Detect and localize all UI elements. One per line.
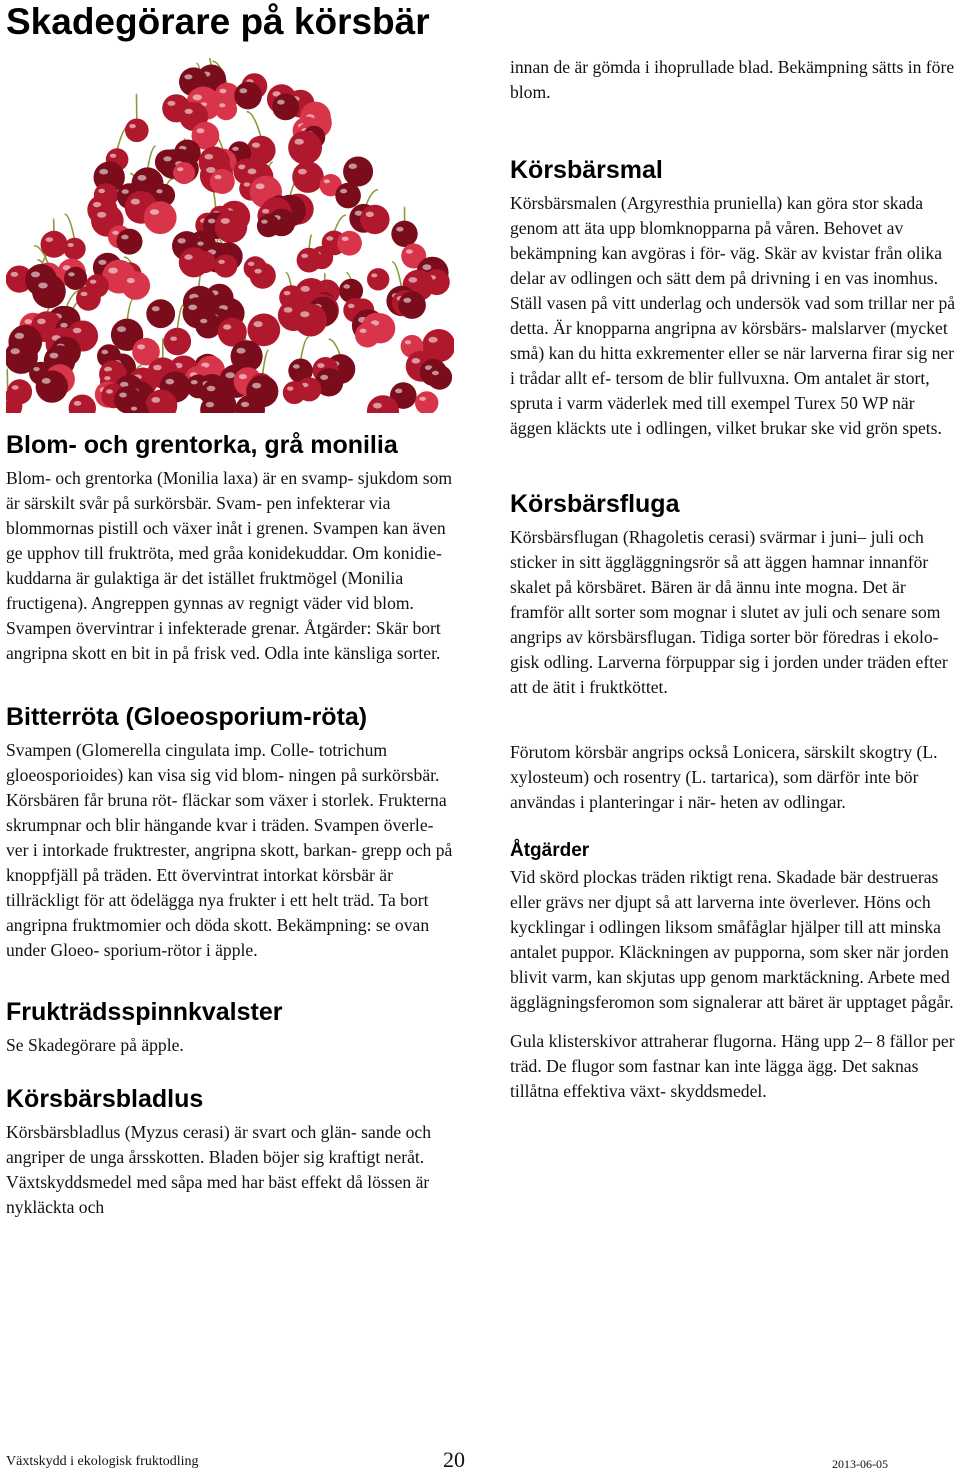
cherry-highlight [284, 291, 291, 295]
text-korsbarsfluga: Körsbärsflugan (Rhagoletis cerasi) svärmar i juni– juli och sticker in sitt äggläggningsrör så att äggen hamnar innanför skalet på körsbäret. Bären är då ännu inte mogna. Det är framför allt sorter som mognar i slutet av juli och senare som angrips av körsbärsflugan. Tidiga sorter bör föredras i ekolo- gisk odling. Larverna förpuppar sig i jorden under träden efter att de ätit i fruktköttet. [510, 527, 948, 697]
cherry [297, 248, 322, 273]
cherry-highlight [184, 254, 192, 259]
cherry-highlight [340, 189, 347, 194]
cherry-highlight [320, 375, 328, 380]
cherry [64, 267, 87, 290]
cherry [367, 268, 389, 290]
cherry-highlight [252, 383, 261, 389]
cherry-highlight [11, 272, 19, 277]
cherry-highlight [191, 380, 198, 384]
cherry-highlight [405, 340, 411, 344]
cherry-highlight [349, 164, 357, 169]
cherry-highlight [317, 363, 324, 368]
cherry-highlight [226, 372, 235, 378]
cherry [398, 291, 426, 319]
cherry [215, 98, 237, 120]
cherry-highlight [256, 183, 265, 189]
heading-fruktradsspinnkvalster: Frukträdsspinnkvalster [6, 998, 283, 1026]
cherry-highlight [422, 264, 431, 270]
cherry-highlight [68, 272, 75, 276]
cherry-highlight [170, 337, 177, 341]
cherry-highlight [131, 199, 140, 205]
cherry-highlight [50, 353, 59, 359]
cherry-highlight [122, 189, 129, 194]
cherry [257, 214, 280, 237]
cherry-highlight [284, 307, 293, 313]
cherry [195, 313, 221, 339]
cherry-stem [392, 262, 401, 288]
cherry-stem [177, 305, 183, 330]
cherry-highlight [197, 242, 203, 246]
cherry-highlight [408, 277, 417, 283]
cherry-highlight [153, 365, 162, 371]
cherry-highlight [156, 189, 162, 193]
cherry-highlight [38, 283, 47, 289]
text-continued: innan de är gömda i ihoprullade blad. Bekämpning sätts in före blom. [510, 57, 955, 102]
text-bitterrota: Svampen (Glomerella cingulata imp. Colle- totrichum gloeosporioides) kan visa sig vid blom- ningen på surkörsbär. Körsbären får bruna röt- fläckar som växer i storlek. Frukterna skrumpnar och blir hängande kvar i träden. Svampen överle- ver i intorkade fruktrester, angripna skott, barkan- grepp och på knoppfjäll på träden. Ett övervintrat intorkat körsbär är tillräckligt för att ödelägga nya frukter i ett helt träd. Ta bort angripna fruktmomier och döda skott. Bekämpning: se ovan under Gloeo- sporium-rötor i äpple. [6, 740, 453, 960]
cherry-highlight [300, 311, 309, 317]
cherry-highlight [151, 397, 160, 403]
cherry [391, 221, 417, 247]
cherry [283, 381, 306, 404]
cherry [32, 275, 66, 309]
cherry-highlight [373, 403, 382, 409]
cherry-highlight [412, 358, 421, 364]
cherry-highlight [68, 243, 74, 247]
cherry [337, 231, 362, 256]
cherry [292, 161, 324, 193]
cherries-photo [6, 58, 454, 413]
cherry [125, 119, 149, 143]
cherry-highlight [419, 397, 426, 401]
cherry-highlight [98, 189, 105, 193]
cherry [146, 299, 175, 328]
cherry-highlight [219, 89, 226, 94]
cherry-highlight [121, 235, 128, 240]
cherry-highlight [129, 124, 136, 128]
cherry-highlight [127, 278, 135, 283]
cherry [69, 395, 96, 414]
cherry-highlight [237, 348, 246, 354]
cherry-highlight [90, 280, 97, 284]
cherry-highlight [428, 337, 437, 343]
cherry-highlight [74, 401, 82, 406]
text-blom-grentorka: Blom- och grentorka (Monilia laxa) är en svamp- sjukdom som är särskilt svår på surkörsbär. Svam- pen infekterar via blommornas pistill och växer inåt i grenen. Svampen kan även ge upphov till fruktröta, med gråa konidekuddar. Om konidie- kuddarna är gulaktiga är det istället fruktmögel (Monilia fructigena). Angreppen gynnas av regnigt väder vid blom. Svampen övervintrar i infekterade grenar. Åtgärder: Skär bort angripna skott en bit in på frisk ved. Odla inte känsliga sorter. [6, 468, 453, 663]
cherry-highlight [12, 385, 19, 389]
cherry-highlight [81, 292, 88, 296]
cherry-highlight [119, 393, 127, 398]
text-korsbarsbladlus: Körsbärsbladlus (Myzus cerasi) är svart och glän- sande och angriper de unga årsskotten. Bladen böjer sig kraftigt neråt. Växtskyddsmedel med såpa med har bäst effekt då lössen är nykläckta och [6, 1122, 432, 1217]
cherry-highlight [166, 379, 175, 385]
cherry [179, 247, 209, 277]
cherry-highlight [262, 209, 269, 214]
cherry-highlight [248, 262, 255, 266]
cherry-highlight [287, 387, 293, 391]
cherry [144, 201, 177, 234]
cherry-highlight [73, 328, 82, 334]
cherry-highlight [248, 169, 257, 175]
cherry [122, 271, 151, 300]
cherry-stem [286, 272, 292, 287]
cherry-highlight [348, 304, 355, 308]
cherry-highlight [108, 268, 117, 274]
cherry-highlight [117, 326, 126, 332]
cherry [117, 229, 143, 255]
cherry-highlight [152, 306, 160, 311]
cherry [210, 169, 235, 194]
cherry-highlight [104, 376, 110, 380]
page-title: Skadegörare på körsbär [6, 1, 430, 42]
cherry-highlight [110, 154, 116, 158]
cherry-highlight [137, 344, 145, 349]
cherry-highlight [301, 254, 308, 258]
cherry-highlight [215, 175, 222, 179]
heading-atgarder: Åtgärder [510, 840, 590, 861]
heading-korsbarsfluga: Körsbärsfluga [510, 490, 680, 518]
cherry-highlight [42, 378, 51, 384]
cherry-highlight [46, 237, 54, 242]
cherry [234, 82, 262, 110]
cherry-highlight [106, 389, 113, 393]
cherry [36, 370, 68, 402]
cherry-stem [53, 219, 54, 233]
cherry-highlight [395, 389, 402, 394]
text-korsbarsfluga-värdväxter: Förutom körsbär angrips också Lonicera, särskilt skogtry (L. xylosteum) och rosentry (L. tartarica), som därför inte bör användas i planteringar i när- heten av odlingar. [510, 742, 938, 812]
cherry [427, 365, 452, 390]
cherry-stem [366, 190, 378, 207]
cherry-highlight [261, 220, 267, 224]
cherry [360, 205, 389, 234]
cherry-highlight [277, 100, 285, 105]
cherry [294, 304, 327, 337]
cherry-highlight [239, 88, 247, 93]
cherry-stem [127, 299, 133, 321]
cherry [288, 131, 322, 165]
cherry-highlight [197, 128, 205, 133]
cherry [173, 162, 195, 184]
cherry-highlight [98, 260, 106, 265]
cherry-highlight [131, 407, 137, 411]
cherry-highlight [60, 323, 67, 328]
cherry-highlight [403, 298, 411, 303]
cherry-highlight [101, 350, 108, 354]
cherry-highlight [301, 286, 310, 292]
cherry [335, 183, 361, 209]
text-atgarder: Vid skörd plockas träden riktigt rena. Skadade bär destrueras eller grävs ner djupt så att larverna inte överlever. Höns och kycklingar i odlingen liksom småfåglar hjälper till att minska antalet puppor. Kläckningen av pupporna, som sker när jorden blivit varm, kan skjutas upp genom marktäckning. Arbete med ägglägningsferomon som signalerar att bäret är upptaget pågår. [510, 867, 954, 1012]
cherry [272, 94, 299, 121]
footer-date: 2013-06-05 [832, 1457, 888, 1471]
text-korsbarsmal: Körsbärsmalen (Argyresthia pruniella) kan göra stor skada genom att äta upp blomknopparna på våren. Behovet av bekämpning kan avgöras i för- väg. Skär av kvistar från olika delar av odlingen och sätt dem på drivning i en vas inomhus. Ställ vasen på vitt underlag och undersök vad som trillar ner på detta. Är knopparna angripna av körsbärs- malslarver (mycket små) kan du hitta exkrementer eller se när larverna firar sig ner i trådar allt ef- tersom de blir fullvuxna. Om antalet är stort, spruta i varm väderlek med till exempel Turex 50 WP när äggen kläckts ute i odlingen, vilket brukar ske vid grön spets. [510, 193, 956, 438]
cherries-illustration [6, 58, 454, 413]
cherry-highlight [371, 273, 377, 277]
right-column [510, 55, 958, 1104]
cherry-stem [65, 214, 75, 240]
cherry-stem [147, 146, 155, 169]
cherry-stem [247, 112, 261, 138]
cherry-highlight [360, 329, 367, 333]
cherry [64, 238, 86, 260]
cherry-highlight [33, 367, 39, 371]
cherry [250, 263, 276, 289]
cherry-highlight [31, 272, 40, 278]
cherry-highlight [185, 109, 193, 114]
cherry-highlight [204, 154, 213, 160]
cherry-highlight [25, 319, 33, 324]
cherry-stem [309, 235, 312, 250]
cherry-highlight [200, 319, 207, 324]
left-column [6, 430, 454, 1220]
cherry [355, 323, 380, 348]
cherry-highlight [343, 284, 350, 288]
cherry-highlight [324, 179, 330, 183]
cherry-highlight [137, 175, 146, 181]
cherry-highlight [178, 238, 186, 243]
cherry [415, 391, 438, 413]
cherry-highlight [342, 237, 349, 241]
cherry-highlight [241, 402, 249, 407]
cherry-highlight [396, 227, 403, 232]
cherry-highlight [254, 321, 263, 327]
cherry-highlight [221, 218, 230, 224]
cherry-stem [301, 337, 309, 360]
cherry [215, 210, 248, 243]
cherry-highlight [326, 236, 333, 240]
text-fruktradsspinnkvalster: Se Skadegörare på äpple. [6, 1035, 184, 1055]
cherry-highlight [97, 212, 106, 218]
cherry-highlight [239, 374, 247, 379]
cherry [166, 331, 190, 355]
heading-blom-grentorka: Blom- och grentorka, grå monilia [6, 431, 398, 459]
cherry-highlight [112, 231, 118, 235]
cherry-highlight [177, 167, 183, 171]
cherry-highlight [188, 305, 197, 311]
cherry-highlight [432, 371, 439, 375]
cherry-highlight [254, 269, 261, 274]
cherry-highlight [366, 212, 374, 217]
cherry [214, 254, 237, 277]
cherry-stem [262, 350, 268, 377]
heading-bitterrota: Bitterröta (Gloeosporium-röta) [6, 703, 368, 731]
cherry-stem [329, 339, 341, 356]
cherry-highlight [406, 249, 413, 253]
cherry-highlight [184, 74, 192, 79]
cherry [76, 286, 101, 311]
cherry-highlight [219, 103, 225, 107]
cherry-highlight [295, 139, 304, 145]
cherry-highlight [232, 147, 239, 151]
heading-korsbarsbladlus: Körsbärsbladlus [6, 1085, 204, 1113]
cherry-highlight [15, 333, 24, 339]
cherry-highlight [11, 348, 20, 354]
cherry-highlight [207, 386, 216, 392]
footer-publication: Växtskydd i ekologisk fruktodling [6, 1454, 199, 1469]
heading-korsbarsmal: Körsbärsmal [510, 156, 663, 184]
cherry-highlight [218, 260, 225, 264]
cherry [41, 231, 68, 258]
cherry-highlight [206, 402, 214, 407]
cherry-highlight [293, 364, 300, 368]
page-number: 20 [443, 1447, 465, 1472]
cherry-highlight [37, 319, 46, 325]
cherry-stem [334, 215, 346, 232]
cherry [343, 157, 373, 187]
cherry-highlight [252, 143, 260, 148]
cherry-highlight [150, 209, 159, 215]
cherry-highlight [99, 169, 108, 175]
cherry-highlight [298, 169, 307, 175]
cherry-highlight [167, 101, 175, 106]
text-atgarder-klisterskivor: Gula klisterskivor attraherar flugorna. Häng upp 2– 8 fällor per träd. De flugor som fastnar kan inte lägga ägg. Det saknas tillåtna effektiva växt- skyddsmedel. [510, 1031, 955, 1101]
cherry-highlight [163, 156, 171, 161]
cherry-highlight [223, 324, 231, 329]
cherry-highlight [244, 182, 251, 186]
cherry-highlight [208, 219, 215, 224]
